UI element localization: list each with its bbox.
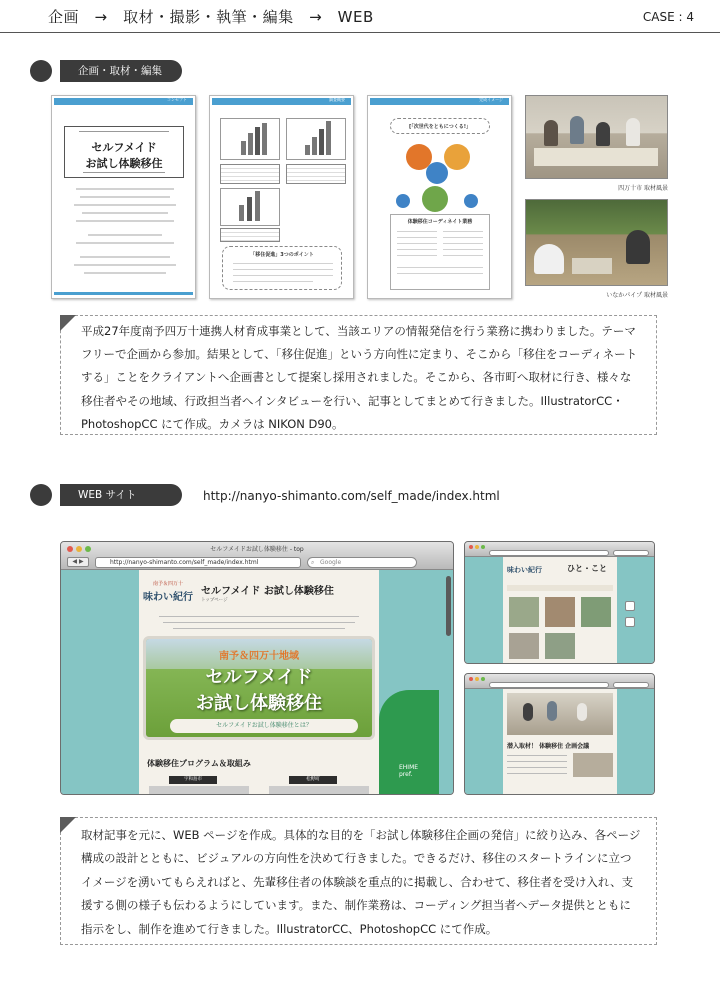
image-thumbnail [367, 95, 512, 299]
circle-blue-center [426, 162, 448, 184]
zoom-icon [481, 677, 485, 681]
corner-marker-icon [60, 315, 76, 331]
site-logo: 味わい紀行 [143, 592, 193, 603]
people-heading: ひと・こと [567, 564, 607, 573]
concept-title-line1: セルフメイド [91, 141, 157, 154]
section-web-label: WEB サイト [60, 484, 182, 506]
website-url: http://nanyo-shimanto.com/self_made/index.html [203, 489, 500, 503]
map-label: EHIME pref. [399, 764, 419, 778]
concept-thumbnail [51, 95, 196, 299]
section-bullet-icon [30, 60, 52, 82]
planning-description-box [60, 315, 657, 435]
interview-photo-shimanto [525, 95, 668, 179]
photo1-caption: 四万十市 取材風景 [618, 185, 668, 192]
section-planning [30, 60, 190, 82]
web-description-box [60, 817, 657, 945]
data-table-2 [286, 164, 346, 184]
tag-uwajima[interactable]: 宇和島市 [169, 776, 217, 784]
search-field [613, 682, 649, 688]
image-label: 完成イメージ [479, 97, 503, 102]
address-bar [489, 550, 609, 556]
site-page [139, 570, 379, 794]
key-points-title: 「移住促進」3つのポイント [250, 252, 314, 258]
minimize-icon [475, 545, 479, 549]
research-label: 調査概要 [329, 97, 345, 102]
zoom-icon [481, 545, 485, 549]
circle-yellow [444, 144, 470, 170]
browser-window-meeting [464, 673, 655, 795]
tag-matsuno[interactable]: 松野町 [289, 776, 337, 784]
circle-blue-right [464, 194, 478, 208]
coordinate-list-title: 体験移住コーディネイト業務 [407, 219, 473, 225]
header-divider [0, 32, 720, 33]
hero-about-link[interactable]: セルフメイドお試し体験移住とは？ [170, 719, 358, 733]
research-thumbnail [209, 95, 354, 299]
search-field [613, 550, 649, 556]
address-bar [489, 682, 609, 688]
bar-chart-3 [220, 188, 280, 226]
web-description: 取材記事を元に、WEB ページを作成。具体的な目的を「お試し体験移住企画の発信」に絞り込み、各ページ構成の設計とともに、ビジュアルの方向性を決めて行きました。できるだけ、移住のスタートラインに立つイメージを湧いてもらえればと、先輩移住者の体験談を重点的に掲載し、合わせて、移住者を受け入れ、支援する側の様子も伝わるようにしています。また、制作業務は、コーディング担当者へデータ提供とともに指示をし、制作を進めて行きました。IllustratorCC、PhotoshopCC にて作成。 [81, 828, 641, 936]
interview-photo-inakapipe [525, 199, 668, 286]
browser-window-people [464, 541, 655, 664]
site-logo: 味わい紀行 [507, 566, 542, 574]
search-icon: ⌕ [311, 559, 315, 566]
browser-window-main [60, 541, 454, 795]
data-table-3 [220, 228, 280, 242]
image-banner: [「次世代をともにつくる!」 [409, 124, 471, 130]
planning-description: 平成27年度南予四万十連携人材育成事業として、当該エリアの情報発信を行う業務に携わりました。テーマフリーで企画から参加。結果として、「移住促進」という方向性に定まり、そこから「移住をコーディネートする」ことをクライアントへ企画書として提案し採用されました。そこから、各市町へ取材に行き、様々な移住者やその地域、行政担当者へインタビューを行い、記事としてまとめて行きました。IllustratorCC・PhotoshopCC にて作成。カメラは NIKON D90。 [81, 324, 638, 431]
corner-marker-icon [60, 817, 76, 833]
concept-label: コンセプト [167, 97, 187, 102]
close-icon [469, 677, 473, 681]
bar-chart-2 [286, 118, 346, 160]
meeting-headline: 潜入取材！ 体験移住 企画会議 [507, 743, 590, 750]
photo2-caption: いなかパイプ 取材風景 [606, 292, 668, 299]
ehime-map-shape [379, 690, 439, 794]
program-heading: 体験移住プログラム＆取組み [147, 759, 251, 768]
concept-title-line2: お試し体験移住 [85, 157, 163, 170]
address-bar [95, 557, 301, 568]
site-page-subtitle: トップページ [201, 598, 228, 603]
case-number: CASE : 4 [642, 10, 694, 24]
bar-chart-1 [220, 118, 280, 160]
circle-blue-left [396, 194, 410, 208]
close-icon [469, 545, 473, 549]
data-table-1 [220, 164, 280, 184]
section-bullet-icon [30, 484, 52, 506]
window-title: セルフメイドお試し体験移住 - top [210, 546, 304, 553]
key-points-cloud [222, 246, 342, 290]
section-web [30, 484, 190, 506]
scrollbar[interactable] [446, 576, 451, 636]
address-text: http://nanyo-shimanto.com/self_made/index.html [110, 559, 259, 566]
site-logo-small: 南予＆四万十 [153, 581, 184, 587]
concept-title-box [64, 126, 184, 178]
hero-title-line2: お試し体験移住 [196, 693, 322, 714]
back-forward-icon: ◀ ▶ [67, 557, 89, 567]
meeting-photo [507, 693, 613, 735]
hero-title-line1: セルフメイド [205, 667, 313, 688]
section-planning-label: 企画・取材・編集 [60, 60, 182, 82]
minimize-icon [475, 677, 479, 681]
hero-banner [143, 636, 375, 740]
search-field: Google [307, 557, 417, 568]
site-page-title: セルフメイド お試し体験移住 [201, 586, 334, 597]
hero-region: 南予＆四万十地域 [219, 651, 299, 662]
workflow-title: 企画 → 取材・撮影・執筆・編集 → WEB [48, 8, 374, 26]
page-header [0, 0, 720, 34]
coordinate-list-box [390, 214, 490, 290]
circle-green [422, 186, 448, 212]
